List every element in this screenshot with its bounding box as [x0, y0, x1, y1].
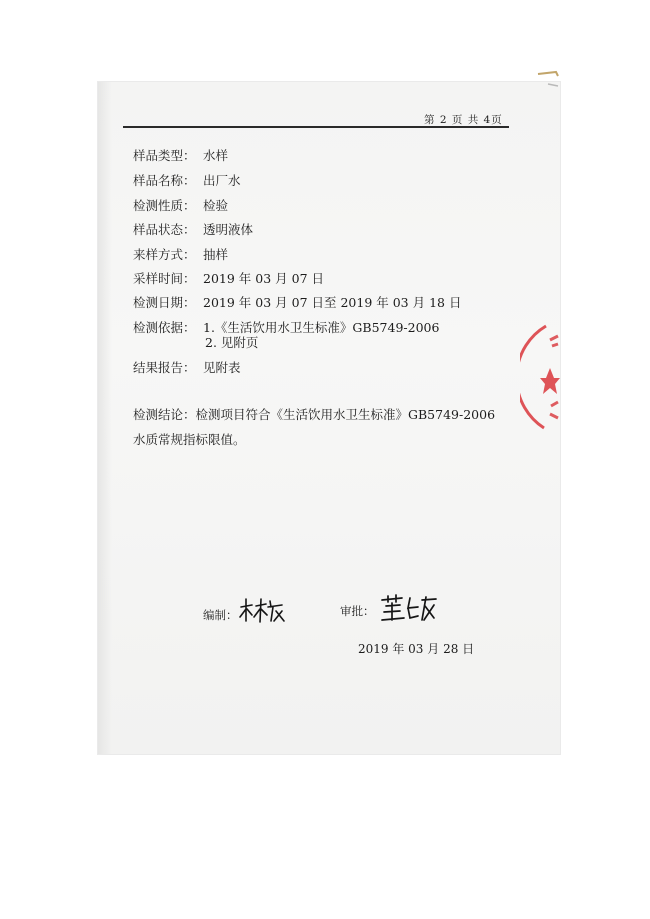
- field-test-basis: [133, 318, 439, 336]
- conclusion-line2: 水质常规指标限值。: [133, 432, 246, 447]
- field-value: 1.《生活饮用水卫生标准》GB5749-2006: [203, 320, 440, 335]
- field-label: 样品名称：: [133, 173, 196, 188]
- field-sample-state: [133, 220, 253, 238]
- approved-by-signature: [378, 594, 438, 624]
- field-label: 样品类型：: [133, 148, 196, 163]
- field-value: 见附表: [203, 360, 241, 375]
- field-value: 2019 年 03 月 07 日至 2019 年 03 月 18 日: [203, 295, 462, 310]
- field-test-date: [133, 293, 461, 311]
- field-value: 2019 年 03 月 07 日: [203, 271, 324, 286]
- field-label: 检测日期：: [133, 295, 196, 310]
- field-label: 采样时间：: [133, 271, 196, 286]
- field-label: 检测性质：: [133, 198, 196, 213]
- field-sampling-method: [133, 245, 228, 263]
- test-basis-line2: 2. 见附页: [205, 335, 259, 350]
- field-sampling-time: [133, 269, 324, 287]
- official-stamp: [520, 322, 560, 432]
- field-value: 检验: [203, 198, 229, 213]
- field-value: 出厂水: [203, 173, 241, 188]
- field-value: 透明液体: [203, 222, 254, 237]
- sheet-fold-shadow: [98, 82, 112, 754]
- field-label: 结果报告：: [133, 360, 196, 375]
- field-sample-name: [133, 171, 241, 189]
- corner-fold-mark: [536, 70, 560, 100]
- conclusion-line1: 检测结论：检测项目符合《生活饮用水卫生标准》GB5749-2006: [133, 407, 496, 422]
- field-value: 水样: [203, 148, 229, 163]
- field-label: 来样方式：: [133, 247, 196, 262]
- report-date: 2019 年 03 月 28 日: [358, 642, 475, 656]
- field-value: 抽样: [203, 247, 229, 262]
- field-label: 样品状态：: [133, 222, 196, 237]
- field-test-nature: [133, 196, 228, 214]
- field-sample-type: [133, 146, 228, 164]
- header-rule: [123, 126, 509, 128]
- page-indicator: 第 2 页 共 4页: [424, 114, 503, 126]
- compiled-by-label: 编制：: [203, 608, 238, 622]
- approved-by-label: 审批：: [340, 604, 375, 618]
- compiled-by-signature: [238, 597, 286, 625]
- field-label: 检测依据：: [133, 320, 196, 335]
- field-result-report: [133, 358, 241, 376]
